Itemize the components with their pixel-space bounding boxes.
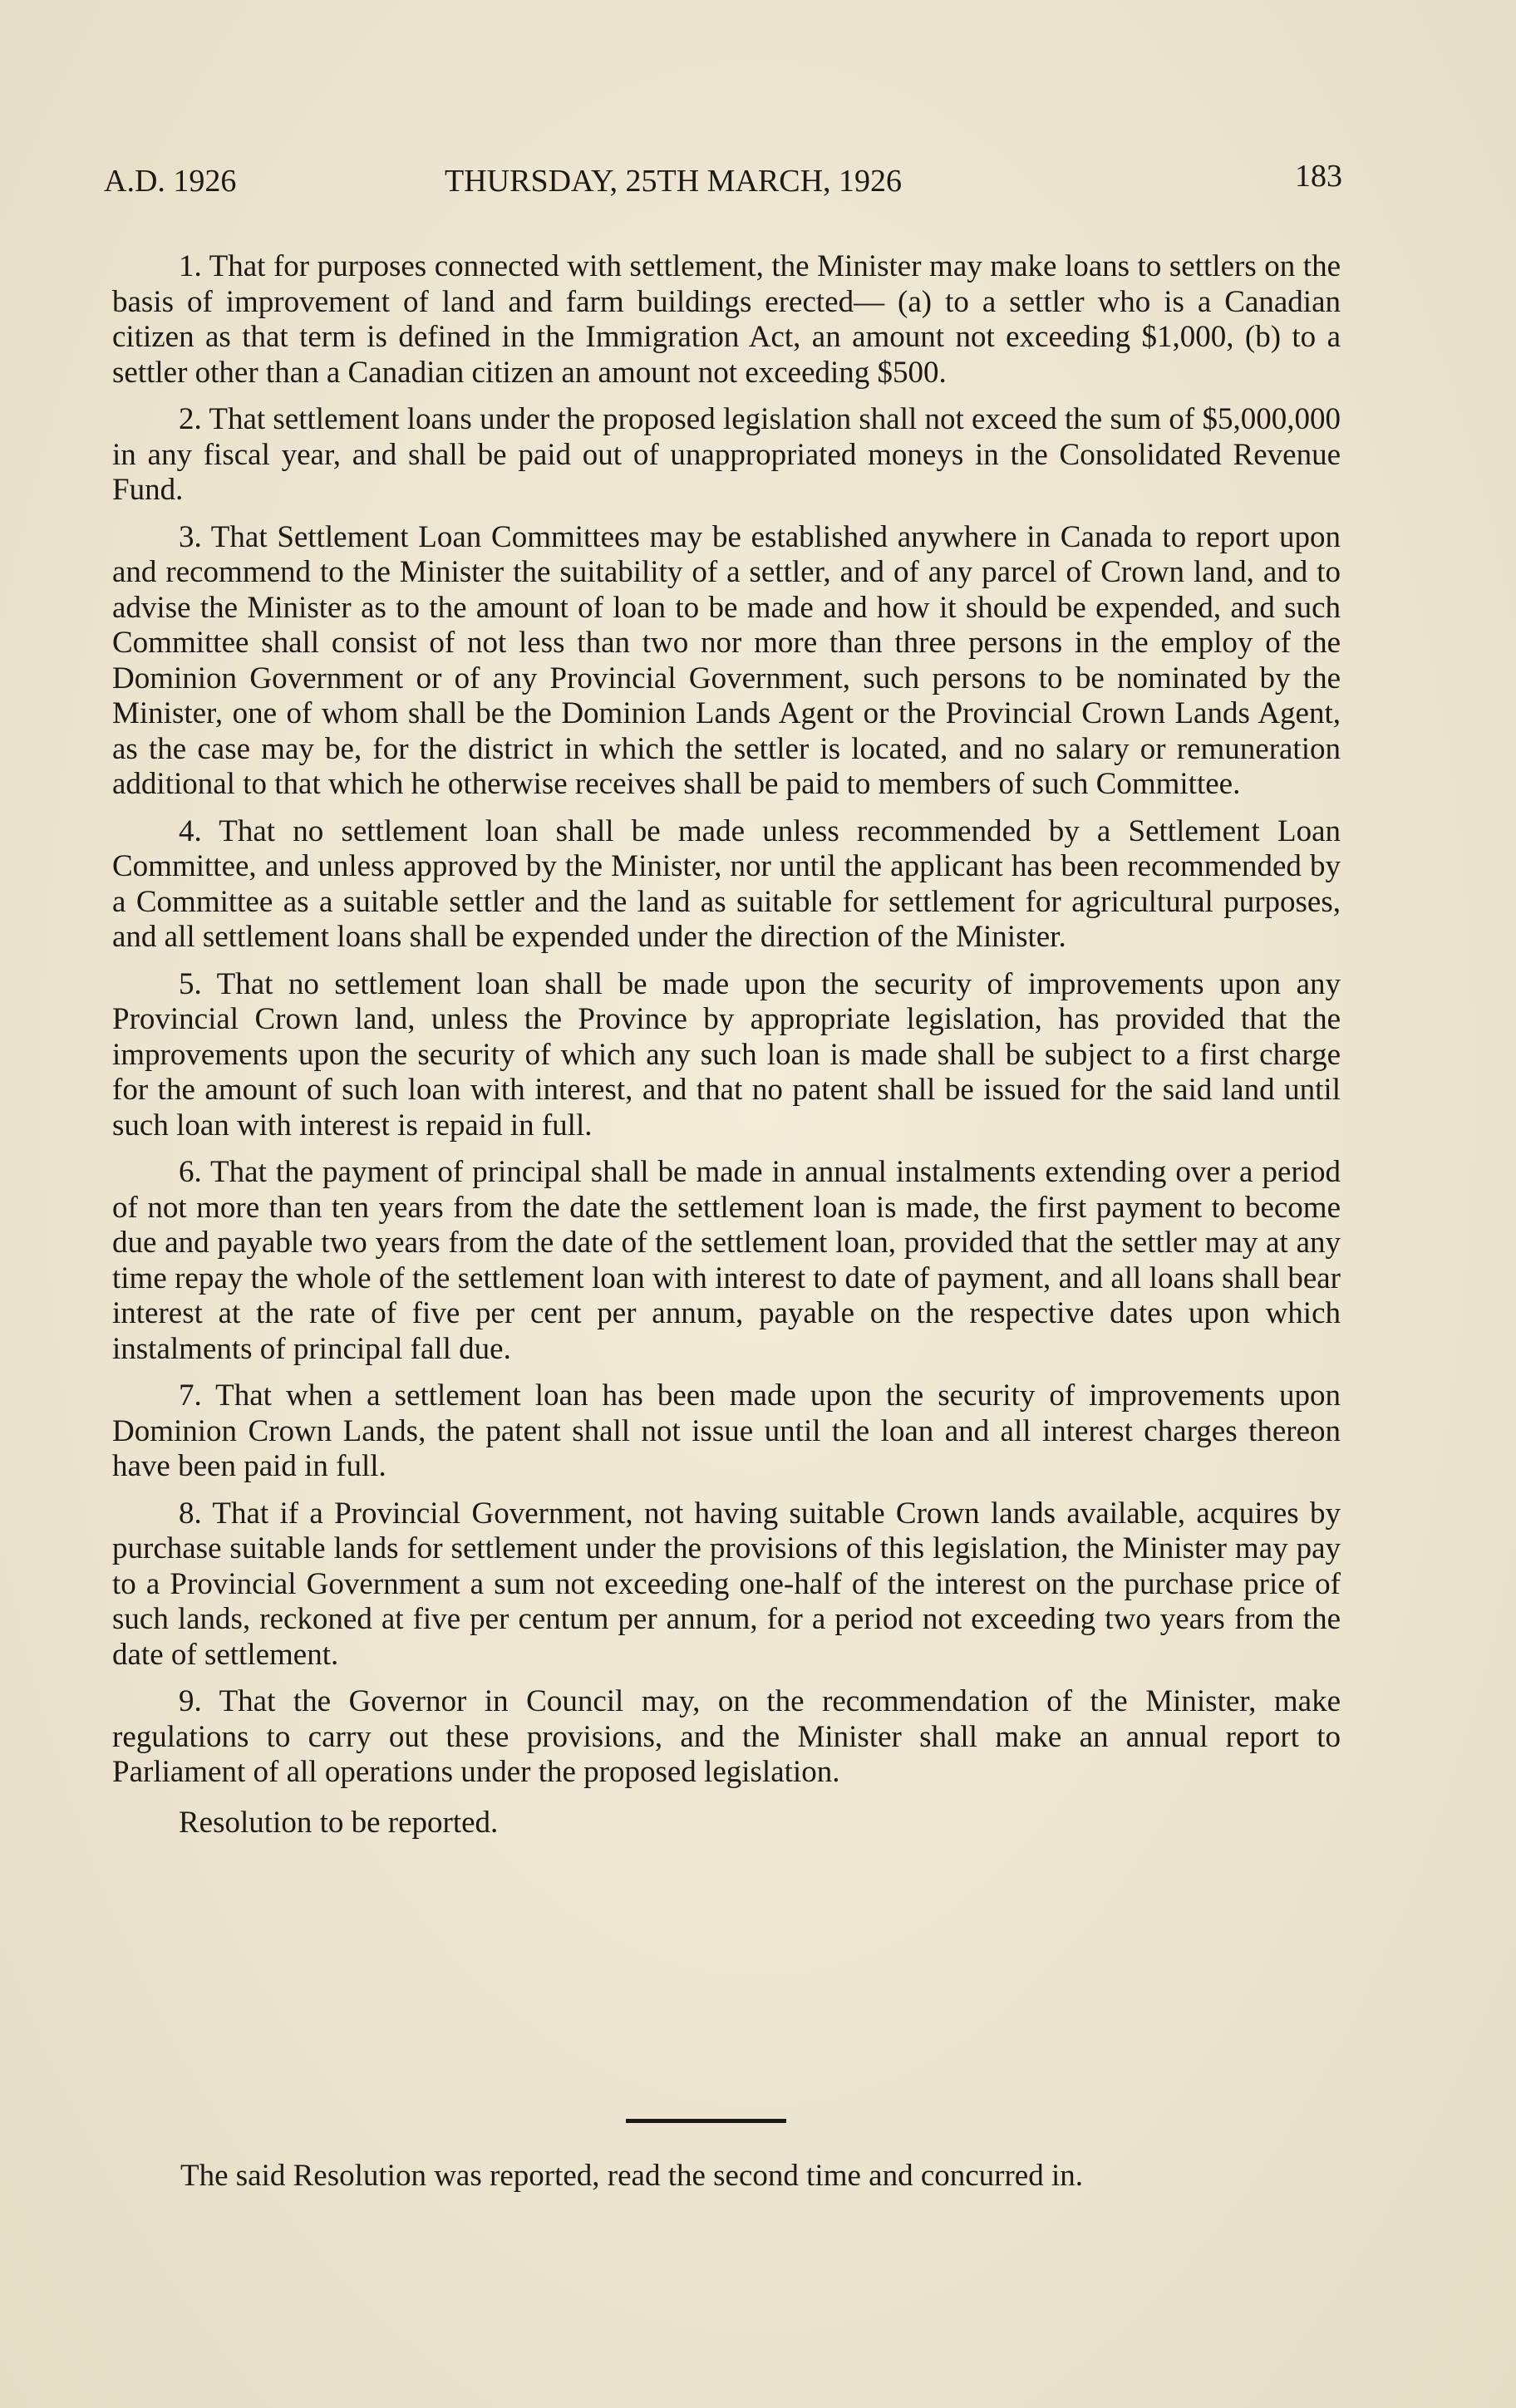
header-year: A.D. 1926: [104, 164, 237, 199]
concurrence-line: The said Resolution was reported, read the second time and concurred in.: [180, 2159, 1084, 2193]
paragraph-3: 3. That Settlement Loan Committees may be established anywhere in Canada to report upon and recommend to the Minister the suitability of a settler, and of any parcel of Crown land, and to advise the Minister as to the amount of loan to be made and how it should be expended, and such Committee shall consist of not less than two nor more than three persons in the employ of the Dominion Government or of any Provincial Government, such persons to be nominated by the Minister, one of whom shall be the Dominion Lands Agent or the Provincial Crown Lands Agent, as the case may be, for the district in which the settler is located, and no salary or remuneration additional to that which he otherwise receives shall be paid to members of such Committee.: [112, 519, 1341, 801]
paragraph-9: 9. That the Governor in Council may, on the recommendation of the Minister, make regulations to carry out these provisions, and the Minister shall make an annual report to Parliament of all operations under the proposed legislation.: [112, 1684, 1341, 1789]
resolution-line: Resolution to be reported.: [179, 1805, 499, 1840]
header-date: THURSDAY, 25TH MARCH, 1926: [445, 164, 903, 199]
paragraph-4: 4. That no settlement loan shall be made unless recommended by a Settlement Loan Committee, and unless approved by the Minister, nor until the applicant has been recommended by a Committee as a suitable settler and the land as suitable for settlement for agricultural purposes, and all settlement loans shall be expended under the direction of the Minister.: [112, 813, 1341, 954]
section-divider: [626, 2119, 786, 2123]
paragraph-8: 8. That if a Provincial Government, not having suitable Crown lands available, acquires by purchase suitable lands for settlement under the provisions of this legislation, the Minister may pay to a Provincial Government a sum not exceeding one-half of the interest on the purchase price of such lands, reckoned at five per centum per annum, for a period not exceeding two years from the date of settlement.: [112, 1496, 1341, 1672]
paragraph-5: 5. That no settlement loan shall be made upon the security of improvements upon any Provincial Crown land, unless the Province by appropriate legislation, has provided that the improvements upon the security of which any such loan is made shall be subject to a first charge for the amount of such loan with interest, and that no patent shall be issued for the said land until such loan with interest is repaid in full.: [112, 966, 1341, 1143]
page-header: [104, 159, 1342, 213]
paragraph-7: 7. That when a settlement loan has been made upon the security of improvements upon Dominion Crown Lands, the patent shall not issue until the loan and all interest charges thereon have been paid in full.: [112, 1378, 1341, 1483]
paragraph-6: 6. That the payment of principal shall be made in annual instalments extending over a period of not more than ten years from the date the settlement loan is made, the first payment to become due and payable two years from the date of the settlement loan, provided that the settler may at any time repay the whole of the settlement loan with interest to date of payment, and all loans shall bear interest at the rate of five per cent per annum, payable on the respective dates upon which instalments of principal fall due.: [112, 1155, 1341, 1366]
paragraph-1: 1. That for purposes connected with settlement, the Minister may make loans to settlers on the basis of improvement of land and farm buildings erected— (a) to a settler who is a Canadian citizen as that term is defined in the Immigration Act, an amount not exceeding $1,000, (b) to a settler other than a Canadian citizen an amount not exceeding $500.: [112, 249, 1341, 390]
paragraph-2: 2. That settlement loans under the proposed legislation shall not exceed the sum of $5,000,000 in any fiscal year, and shall be paid out of unappropriated moneys in the Consolidated Revenue Fund.: [112, 402, 1341, 507]
page-number: 183: [1295, 159, 1342, 194]
resolution-body: [112, 249, 1341, 1852]
